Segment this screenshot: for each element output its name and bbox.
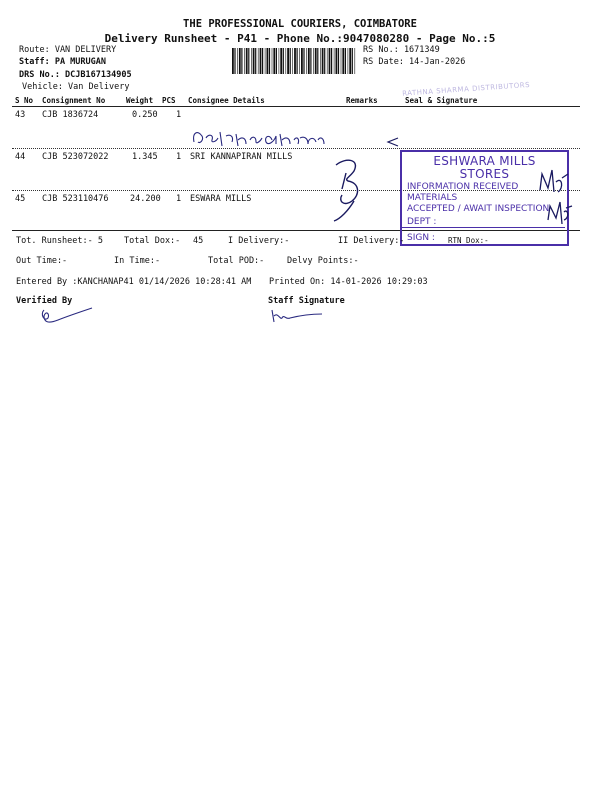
route-text: Route: VAN DELIVERY xyxy=(19,45,117,55)
barcode-bar xyxy=(241,48,242,74)
barcode-bar xyxy=(355,48,356,74)
barcode-bar xyxy=(334,48,335,74)
barcode-bar xyxy=(327,48,328,74)
barcode-bar xyxy=(244,48,245,74)
barcode-bar xyxy=(273,48,275,74)
barcode-bar xyxy=(251,48,252,74)
barcode-bar xyxy=(322,48,324,74)
barcode-bar xyxy=(276,48,277,74)
staff-text: Staff: PA MURUGAN xyxy=(19,57,106,67)
barcode-bar xyxy=(342,48,344,74)
col-weight: Weight xyxy=(126,96,154,105)
stamp-line-6: DEPT : xyxy=(407,217,437,227)
entered-by: Entered By :KANCHANAP41 01/14/2026 10:28:41 AM xyxy=(16,277,252,287)
handwritten-signature-3 xyxy=(330,155,380,225)
staff-signature-mark xyxy=(268,306,328,326)
row-43-weight: 0.250 xyxy=(132,110,158,120)
col-signature: Seal & Signature xyxy=(405,96,478,105)
stamp-line-4: MATERIALS xyxy=(407,193,458,203)
row-44-weight: 1.345 xyxy=(132,152,158,162)
row-45-weight: 24.200 xyxy=(130,194,161,204)
barcode-bar xyxy=(338,48,339,74)
barcode-bar xyxy=(283,48,284,74)
row-44-sno: 44 xyxy=(15,152,26,162)
barcode-bar xyxy=(239,48,241,74)
barcode-bar xyxy=(258,48,259,74)
barcode-bar xyxy=(349,48,351,74)
barcode-bar xyxy=(262,48,263,74)
in-time: In Time:- xyxy=(114,256,161,266)
barcode-bar xyxy=(248,48,249,74)
handwritten-mark xyxy=(384,136,406,148)
barcode-bar xyxy=(253,48,255,74)
barcode-bar xyxy=(306,48,307,74)
company-title: THE PROFESSIONAL COURIERS, COIMBATORE xyxy=(183,18,417,30)
barcode-bar xyxy=(255,48,256,74)
barcode-bar xyxy=(234,48,235,74)
row-44-consignee: SRI KANNAPIRAN MILLS xyxy=(190,152,293,162)
col-pcs: PCS xyxy=(162,96,176,105)
header-rule xyxy=(12,106,580,107)
col-remarks: Remarks xyxy=(346,96,378,105)
printed-on: Printed On: 14-01-2026 10:29:03 xyxy=(269,277,428,287)
faint-stamp-text: RATHNA SHARMA DISTRIBUTORS xyxy=(401,80,531,98)
i-delivery: I Delivery:- xyxy=(228,236,290,246)
barcode-bar xyxy=(246,48,248,74)
faint-distributor-stamp xyxy=(388,80,568,148)
col-consignee: Consignee Details xyxy=(188,96,265,105)
barcode-bar xyxy=(272,48,273,74)
barcode-bar xyxy=(324,48,325,74)
barcode-bar xyxy=(313,48,314,74)
stamp-line-3: INFORMATION RECEIVED xyxy=(407,182,519,192)
barcode-bar xyxy=(294,48,296,74)
barcode-bar xyxy=(265,48,266,74)
barcode-bar xyxy=(237,48,238,74)
barcode-bar xyxy=(299,48,300,74)
stamp-initials-signature xyxy=(534,162,574,244)
barcode-bar xyxy=(329,48,331,74)
barcode-bar xyxy=(260,48,262,74)
barcode-bar xyxy=(352,48,353,74)
barcode-bar xyxy=(287,48,289,74)
barcode-bar xyxy=(317,48,318,74)
stamp-line-2: STORES xyxy=(459,167,510,181)
barcode-bar xyxy=(280,48,282,74)
row-45-pcs: 1 xyxy=(176,194,182,204)
ii-delivery: II Delivery:- xyxy=(338,236,405,246)
row-43-consignment: CJB 1836724 xyxy=(42,110,99,120)
barcode-bar xyxy=(303,48,304,74)
stamp-divider xyxy=(400,227,565,228)
barcode-bar xyxy=(297,48,298,74)
col-consignment: Consignment No xyxy=(42,96,106,105)
total-dox-value: 45 xyxy=(193,236,204,246)
barcode-bar xyxy=(331,48,332,74)
barcode-bar xyxy=(348,48,349,74)
row-43-pcs: 1 xyxy=(176,110,182,120)
row-43-sno: 43 xyxy=(15,110,26,120)
barcode-bar xyxy=(232,48,234,74)
barcode-bar xyxy=(269,48,270,74)
barcode-bar xyxy=(336,48,338,74)
stamp-line-5: ACCEPTED / AWAIT INSPECTION xyxy=(407,204,550,214)
barcode-bar xyxy=(301,48,303,74)
barcode-bar xyxy=(308,48,310,74)
total-pod: Total POD:- xyxy=(208,256,265,266)
verified-by-label: Verified By xyxy=(16,296,73,306)
rs-number: RS No.: 1671349 xyxy=(363,45,440,55)
total-dox-label: Total Dox:- xyxy=(124,236,181,246)
row-45-consignment: CJB 523110476 xyxy=(42,194,109,204)
barcode-bar xyxy=(286,48,287,74)
runsheet-title: Delivery Runsheet - P41 - Phone No.:9047080280 - Page No.:5 xyxy=(104,32,496,45)
drs-text: DRS No.: DCJB167134905 xyxy=(19,70,132,80)
col-sno: S No xyxy=(15,96,34,105)
delvy-points: Delvy Points:- xyxy=(287,256,359,266)
barcode-bar xyxy=(292,48,293,74)
row-44-consignment: CJB 523072022 xyxy=(42,152,109,162)
barcode-image xyxy=(232,48,357,74)
barcode-bar xyxy=(341,48,342,74)
rtn-dox: RTN Dox:- xyxy=(448,236,489,245)
out-time: Out Time:- xyxy=(16,256,68,266)
stamp-line-7: SIGN : xyxy=(407,233,435,243)
verified-by-signature xyxy=(38,304,98,326)
barcode-bar xyxy=(320,48,321,74)
barcode-bar xyxy=(290,48,291,74)
row-45-consignee: ESWARA MILLS xyxy=(190,194,252,204)
vehicle-text: Vehicle: Van Delivery xyxy=(22,82,130,92)
staff-signature-label: Staff Signature xyxy=(268,296,345,306)
rs-date: RS Date: 14-Jan-2026 xyxy=(363,57,466,67)
total-runsheet: Tot. Runsheet:- 5 xyxy=(16,236,103,246)
handwritten-signature-rathna xyxy=(190,124,330,152)
row-45-sno: 45 xyxy=(15,194,26,204)
barcode-bar xyxy=(267,48,269,74)
stamp-line-1: ESHWARA MILLS xyxy=(433,154,536,168)
row-44-pcs: 1 xyxy=(176,152,182,162)
barcode-bar xyxy=(345,48,346,74)
barcode-bar xyxy=(315,48,317,74)
barcode-bar xyxy=(310,48,311,74)
barcode-bar xyxy=(279,48,280,74)
